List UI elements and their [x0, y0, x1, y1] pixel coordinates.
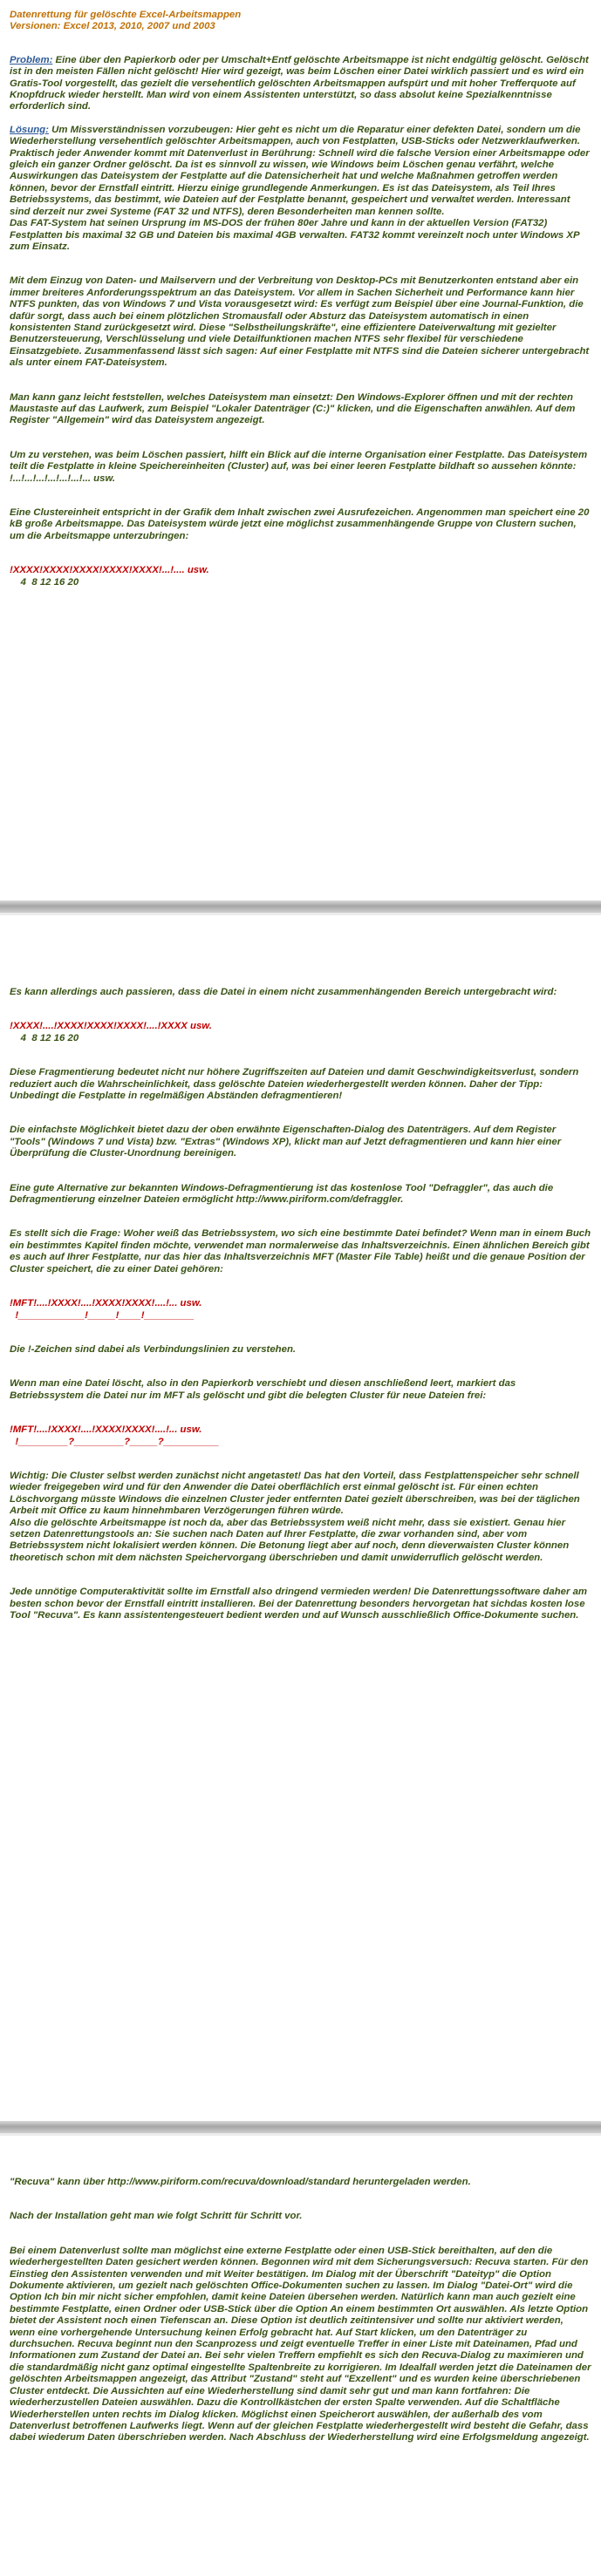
mft-paragraph: Es stellt sich die Frage: Woher weiß das Betriebssystem, wo sich eine bestimmte Datei befindet? Wenn man in einem Buch ein bestimmtes Kapitel finden möchte, verwendet man normalerweise das Inhaltsverzeichnis. Einen ähnlichen Bereich gibt es auch auf Ihrer Festplatte, nur das hier das Inhaltsverzeichnis MFT (Master File Table) heißt und die genaue Position der Cluster speichert, die zu einer Datei gehören: [10, 1228, 591, 1274]
document-subtitle: Versionen: Excel 2013, 2010, 2007 und 2003 [10, 21, 215, 32]
problem-heading: Problem: [10, 54, 53, 65]
download-paragraph: "Recuva" kann über http://www.piriform.com/recuva/download/standard heruntergeladen werden. [10, 2177, 471, 2187]
steps-paragraph: Bei einem Datenverlust sollte man möglichst eine externe Festplatte oder einen USB-Stick bereithalten, auf den die wiederhergestellten Daten gesichert werden können. Begonnen wird mit dem Sicherungsversuch: Recuva starten. Für den Einstieg den Assistenten verwenden und mit Weiter bestätigen. Im Dialog mit der Überschrift "Dateityp" die Option Dokumente aktivieren, um gezielt nach gelöschten Office-Dokumenten suchen zu lassen. Im Dialog "Datei-Ort" wird die Option Ich bin mir nicht sicher empfohlen, damit keine Dateien übersehen werden. Natürlich kann man auch gezielt eine bestimmte Festplatte, einen Ordner oder USB-Stick über die Option An einem bestimmten Ort auswählen. Als letzte Option bietet der Assistent noch einen Tiefenscan an. Diese Option ist deutlich zeitintensiver und sollte nur aktiviert werden, wenn eine vorhergehende Untersuchung keinen Erfolg gebracht hat. Auf Start klicken, um den Datenträger zu durchsuchen. Recuva beginnt nun den Scanprozess und zeigt eventuelle Treffer in einer Liste mit Dateinamen, Pfad und Informationen zum Zustand der Datei an. Bei sehr vielen Treffern empfiehlt es sich den Recuva-Dialog zu maximieren und die standardmäßig nicht ganz optimal eingestellte Spaltenbreite zu korrigieren. Im Idealfall werden jetzt die Dateinamen der gelöschten Arbeitsmappen angezeigt, das Attribut "Zustand" steht auf "Exzellent" und es wurden keine überschriebenen Cluster entdeckt. Die Aussichten auf eine Wiederherstellung sind damit sehr gut und man kann fortfahren: Die wiederherzustellen Dateien auswählen. Dazu die Kontrollkästchen der ersten Spalte verwenden. Auf die Schaltfläche Wiederherstellen unten rechts im Dialog klicken. Möglichst einen Speicherort auswählen, der außerhalb des vom Datenverlust betroffenen Laufwerks liegt. Wenn auf der gleichen Festplatte wiederhergestellt wird besteht die Gefahr, dass dabei wiederum Daten überschrieben werden. Nach Abschluss der Wiederherstellung wird eine Erfolgsmeldung angezeigt. [10, 2245, 591, 2443]
document-title: Datenrettung für gelöschte Excel-Arbeitsmappen [10, 10, 242, 20]
mft-diagram-links: !____________!_____!____!_________ [10, 1309, 195, 1321]
cluster-diagram: !XXXX!XXXX!XXXX!XXXX!XXXX!...!.... usw. [10, 565, 209, 576]
page-separator [0, 2121, 601, 2133]
important-paragraph: Wichtig: Die Cluster selbst werden zunächst nicht angetastet! Das hat den Vorteil, dass Festplattenspeicher sehr schnell wieder freigegeben wird und für den Anwender die Datei oberflächlich erst einmal gelöscht ist. Für einen echten Löschvorgang müsste Windows die einzelnen Cluster jeder entfernten Datei gezielt überschreiben, was bei der täglichen Arbeit mit Office zu kaum hinnehmbaren Verzögerungen führen würde. Also die gelöschte Arbeitsmappe ist noch da, aber das Betriebssystem weiß nicht mehr, dass sie existiert. Genau hier setzen Datenrettungstools an: Sie suchen nach Daten auf Ihrer Festplatte, die zwar vorhanden sind, aber vom Betriebssystem nicht lokalisiert werden können. Die Betonung liegt aber auf noch, denn dieverwaisten Cluster können theoretisch schon mit dem nächsten Speichervorgang überschrieben und damit unwiderruflich gelöscht werden. [10, 1470, 580, 1563]
fragment-intro-paragraph: Es kann allerdings auch passieren, dass die Datei in einem nicht zusammenhängenden Bereich untergebracht wird: [10, 987, 557, 997]
page-separator [0, 901, 601, 913]
document-page-3 [0, 2136, 601, 2576]
fragment-numbers: 4 8 12 16 20 [10, 1032, 79, 1043]
solution-heading: Lösung: [10, 124, 49, 135]
mft-deleted-diagram-links: !_________?_________?_____?__________ [10, 1436, 220, 1447]
link-paragraph: Die !-Zeichen sind dabei als Verbindungslinien zu verstehen. [10, 1343, 297, 1355]
delete-paragraph: Wenn man eine Datei löscht, also in den Papierkorb verschiebt und diesen anschließend leert, markiert das Betriebssystem die Datei nur im MFT als gelöscht und gibt die belegten Cluster für neue Dateien frei: [10, 1378, 516, 1401]
fragment-diagram: !XXXX!....!XXXX!XXXX!XXXX!....!XXXX usw. [10, 1021, 212, 1032]
explorer-paragraph: Man kann ganz leicht feststellen, welches Dateisystem man einsetzt: Den Windows-Explorer öffnen und mit der rechten Maustaste auf das Laufwerk, zum Beispiel "Lokaler Datenträger (C:)" klicken, und die Eigenschaften anwählen. Auf dem Register "Allgemein" wird das Dateisystem angezeigt. [10, 391, 576, 426]
fragmentation-paragraph: Diese Fragmentierung bedeutet nicht nur höhere Zugriffszeiten auf Dateien und damit Geschwindigkeitsverlust, sondern reduziert auch die Wahrscheinlichkeit, dass gelöschte Dateien wiederhergestellt werden können. Daher der Tipp: Unbedingt die Festplatte in regelmäßigen Abständen defragmentieren! [10, 1067, 579, 1102]
install-paragraph: Nach der Installation geht man wie folgt Schritt für Schritt vor. [10, 2211, 303, 2222]
ntfs-paragraph: Mit dem Einzug von Daten- und Mailservern und der Verbreitung von Desktop-PCs mit Benutzerkonten entstand aber ein immer breiteres Anforderungsspektrum an das Dateisystem. Vor allem in Sachen Sicherheit und Performance kann hier NTFS punkten, das von Windows 7 und Vista vorausgesetzt wird: Es verfügt zum Beispiel über eine Journal-Funktion, die dafür sorgt, dass auch bei einem plötzlichen Stromausfall oder Absturz das Dateisystem automatisch in einen konsistenten Stand zurückgesetzt wird. Diese "Selbstheilungskräfte", eine effizientere Dateiverwaltung mit gezielter Benutzersteuerung, Verschlüsselung und viele Detailfunktionen machen NTFS sehr flexibel für verschiedene Einsatzgebiete. Zusammenfassend lässt sich sagen: Auf einer Festplatte mit NTFS sind die Dateien sicherer untergebracht als unter einem FAT-Dateisystem. [10, 275, 590, 369]
problem-paragraph [10, 55, 591, 113]
mft-diagram-line: !MFT!....!XXXX!....!XXXX!XXXX!....!... usw. [10, 1298, 202, 1309]
cluster-paragraph: Eine Clustereinheit entspricht in der Grafik dem Inhalt zwischen zwei Ausrufezeichen. Angenommen man speichert eine 20 kB große Arbeitsmappe. Das Dateisystem würde jetzt eine möglichst zusammenhängende Gruppe von Clustern suchen, um die Arbeitsmappe unterzubringen: [10, 507, 590, 541]
document-page-2 [0, 915, 601, 2121]
unnecessary-paragraph: Jede unnötige Computeraktivität sollte im Ernstfall also dringend vermieden werden! Die Datenrettungssoftware daher am besten schon bevor der Ernstfall eintritt installieren. Bei der Datenrettung besonders hervorgetan hat sichdas kosten lose Tool "Recuva". Es kann assistentengesteuert bedient werden und auf Wunsch ausschließlich Office-Dokumente suchen. [10, 1587, 588, 1621]
solution-text: Um Missverständnissen vorzubeugen: Hier geht es nicht um die Reparatur einer defekten Datei, sondern um die Wiederherstellung versehentlich gelöschter Arbeitsmappen, auch von Festplatten, USB-Sticks oder Netzwerklaufwerken. Praktisch jeder Anwender kommt mit Datenverlust in Berührung: Schnell wird die falsche Version einer Arbeitsmappe oder gleich ein ganzer Ordner gelöscht. Da ist es sinnvoll zu wissen, wie Windows beim Löschen genau verfährt, welche Auswirkungen das Dateisystem der Festplatte auf die Datensicherheit hat und welche Maßnahmen getroffen werden können, bevor der Ernstfall eintritt. Hierzu einige grundlegende Anmerkungen. Es ist das Dateisystem, als Teil Ihres Betriebssystems, das bestimmt, wie Dateien auf der Festplatte benannt, gespeichert und verwaltet werden. Interessant sind derzeit nur zwei Systeme (FAT 32 und NTFS), deren Besonderheiten man kennen sollte. Das FAT-System hat seinen Ursprung im MS-DOS der frühen 80er Jahre und kann in der aktuellen Version (FAT32) Festplatten bis maximal 32 GB und Dateien bis maximal 4GB verwalten. FAT32 kommt vereinzelt noch unter Windows XP zum Einsatz. [10, 124, 590, 252]
defraggler-paragraph: Eine gute Alternative zur bekannten Windows-Defragmentierung ist das kostenlose Tool "Defraggler", das auch die Defragmentierung einzelner Dateien ermöglicht http://www.piriform.com/defraggler. [10, 1182, 554, 1206]
document-page-1 [0, 0, 601, 901]
deletion-paragraph: Um zu verstehen, was beim Löschen passiert, hilft ein Blick auf die interne Organisation einer Festplatte. Das Dateisystem teilt die Festplatte in kleine Speichereinheiten (Cluster) auf, was bei einer leeren Festplatte bildhaft so aussehen könnte: !...!...!...!...!...!...!... usw. [10, 449, 588, 484]
dialog-paragraph: Die einfachste Möglichkeit bietet dazu der oben erwähnte Eigenschaften-Dialog des Datenträgers. Auf dem Register "Tools" (Windows 7 und Vista) bzw. "Extras" (Windows XP), klickt man auf Jetzt defragmentieren und kann hier einer Überprüfung die Cluster-Unordnung bereinigen. [10, 1125, 562, 1159]
mft-deleted-diagram-line: !MFT!....!XXXX!....!XXXX!XXXX!....!... usw. [10, 1424, 202, 1436]
problem-text: Eine über den Papierkorb oder per Umschalt+Entf gelöschte Arbeitsmappe ist nicht endgültig gelöscht. Gelöscht ist in den meisten Fällen nicht gelöscht! Hier wird gezeigt, was beim Löschen einer Datei wirklich passiert und es wird ein Gratis-Tool vorgestellt, das gezielt die versehentlich gelöschten Arbeitsmappen aufspürt und mit hoher Trefferquote auf Knopfdruck wieder herstellt. Man wird von einem Assistenten unterstützt, so dass absolut keine Spezialkenntnisse erforderlich sind. [10, 54, 589, 112]
solution-paragraph [10, 125, 591, 253]
cluster-numbers: 4 8 12 16 20 [10, 576, 79, 588]
